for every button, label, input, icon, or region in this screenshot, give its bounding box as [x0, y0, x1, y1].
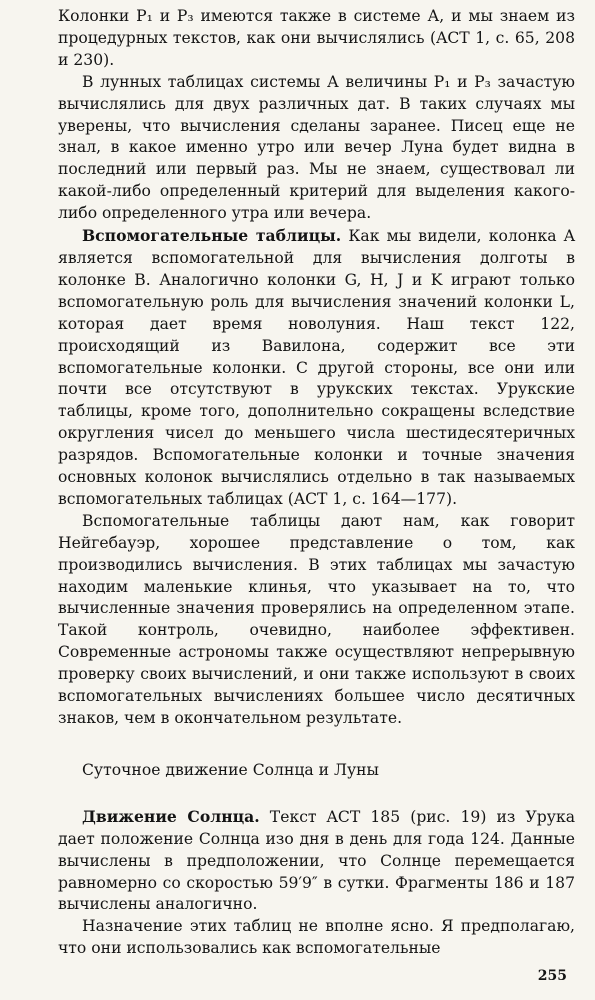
paragraph-lead-heading: Движение Солнца. [82, 806, 260, 826]
paragraph-purpose-tables [58, 916, 575, 960]
paragraph-p1-p3-columns [58, 6, 575, 72]
paragraph-text: Вспомогательные таблицы дают нам, как говорит Нейгебауэр, хорошее представление о том, как производились вычисления. В этих таблицах мы зачастую находим маленькие клинья, что указывает на то, что вычисленные значения проверялись на определенном этапе. Такой контроль, очевидно, наиболее эффективен. Современные астрономы также осуществляют непрерывную проверку своих вычислений, и они также используют в своих вспомогательных вычислениях большее число десятичных знаков, чем в окончательном результате. [58, 511, 575, 727]
paragraph-text: Колонки P₁ и P₃ имеются также в системе А, и мы знаем из процедурных текстов, как они вычислялись (ACT 1, с. 65, 208 и 230). [58, 7, 575, 69]
section-title: Суточное движение Солнца и Луны [82, 760, 379, 779]
paragraph-lunar-tables [58, 72, 575, 225]
page-number: 255 [537, 968, 567, 984]
paragraph-lead-heading: Вспомогательные таблицы. [82, 226, 342, 246]
paragraph-sun-motion [58, 806, 575, 917]
paragraph-text: Назначение этих таблиц не вполне ясно. Я предполагаю, что они использовались как вспомогательные [58, 917, 575, 958]
paragraph-auxiliary-tables [58, 225, 575, 511]
paragraph-text: Как мы видели, колонка A является вспомогательной для вычисления долготы в колонке B. Аналогично колонки G, H, J и K играют только вспомогательную роль для вычисления значений колонки L, которая дает время новолуния. Наш текст 122, происходящий из Вавилона, содержит все эти вспомогательные колонки. С другой стороны, все они или почти все отсутствуют в урукских текстах. Урукские таблицы, кроме того, дополнительно сокращены вследствие округления чисел до меньшего числа шестидесятеричных разрядов. Вспомогательные колонки и точные значения основных колонок вычислялись отдельно в так называемых вспомогательных таблицах (ACT 1, с. 164—177). [58, 227, 575, 508]
paragraph-neugebauer [58, 511, 575, 730]
paragraph-text: Текст ACT 185 (рис. 19) из Урука дает положение Солнца изо дня в день для года 124. Данные вычислены в предположении, что Солнце перемещается равномерно со скоростью 59′9″ в сутки. Фрагменты 186 и 187 вычислены аналогично. [58, 807, 576, 914]
paragraph-text: В лунных таблицах системы А величины P₁ и P₃ зачастую вычислялись для двух различных дат. В таких случаях мы уверены, что вычисления сделаны заранее. Писец еще не знал, в какое именно утро или вечер Луна будет видна в последний или первый раз. Мы не знаем, существовал ли какой-либо определенный критерий для выделения какого-либо определенного утра или вечера. [58, 72, 575, 223]
